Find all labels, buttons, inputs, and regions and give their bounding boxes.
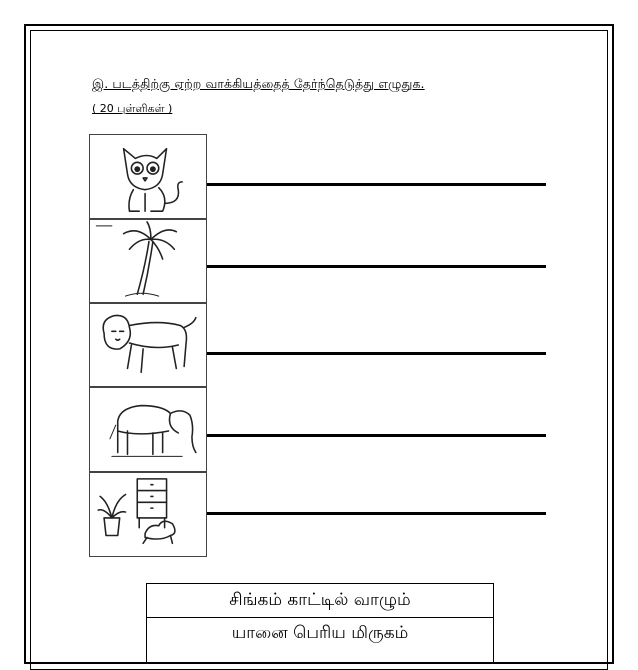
answer-line-1[interactable] bbox=[207, 183, 546, 186]
elephant-picture bbox=[89, 387, 207, 472]
cat-picture bbox=[89, 134, 207, 219]
elephant-drawing bbox=[90, 388, 206, 471]
answer-line-2[interactable] bbox=[207, 265, 546, 268]
answer-line-3[interactable] bbox=[207, 352, 546, 355]
room-with-dog-and-plant-picture bbox=[89, 472, 207, 557]
coconut-tree-drawing bbox=[90, 220, 206, 302]
question-title: இ. படத்திற்கு ஏற்ற வாக்கியத்தைத் தேர்ந்தெடுத்து எழுதுக. bbox=[92, 76, 425, 91]
sentence-option-2: யானை பெரிய மிருகம் bbox=[231, 623, 409, 643]
coconut-tree-picture bbox=[89, 219, 207, 303]
sentence-option-1: சிங்கம் காட்டில் வாழும் bbox=[147, 584, 493, 618]
sentence-bank bbox=[146, 583, 494, 663]
marks-label: ( 20 புள்ளிகள் ) bbox=[92, 102, 173, 115]
room-drawing bbox=[90, 473, 206, 556]
cat-drawing bbox=[90, 135, 206, 218]
answer-line-5[interactable] bbox=[207, 512, 546, 515]
lion-drawing bbox=[90, 304, 206, 386]
lion-picture bbox=[89, 303, 207, 387]
answer-line-4[interactable] bbox=[207, 434, 546, 437]
